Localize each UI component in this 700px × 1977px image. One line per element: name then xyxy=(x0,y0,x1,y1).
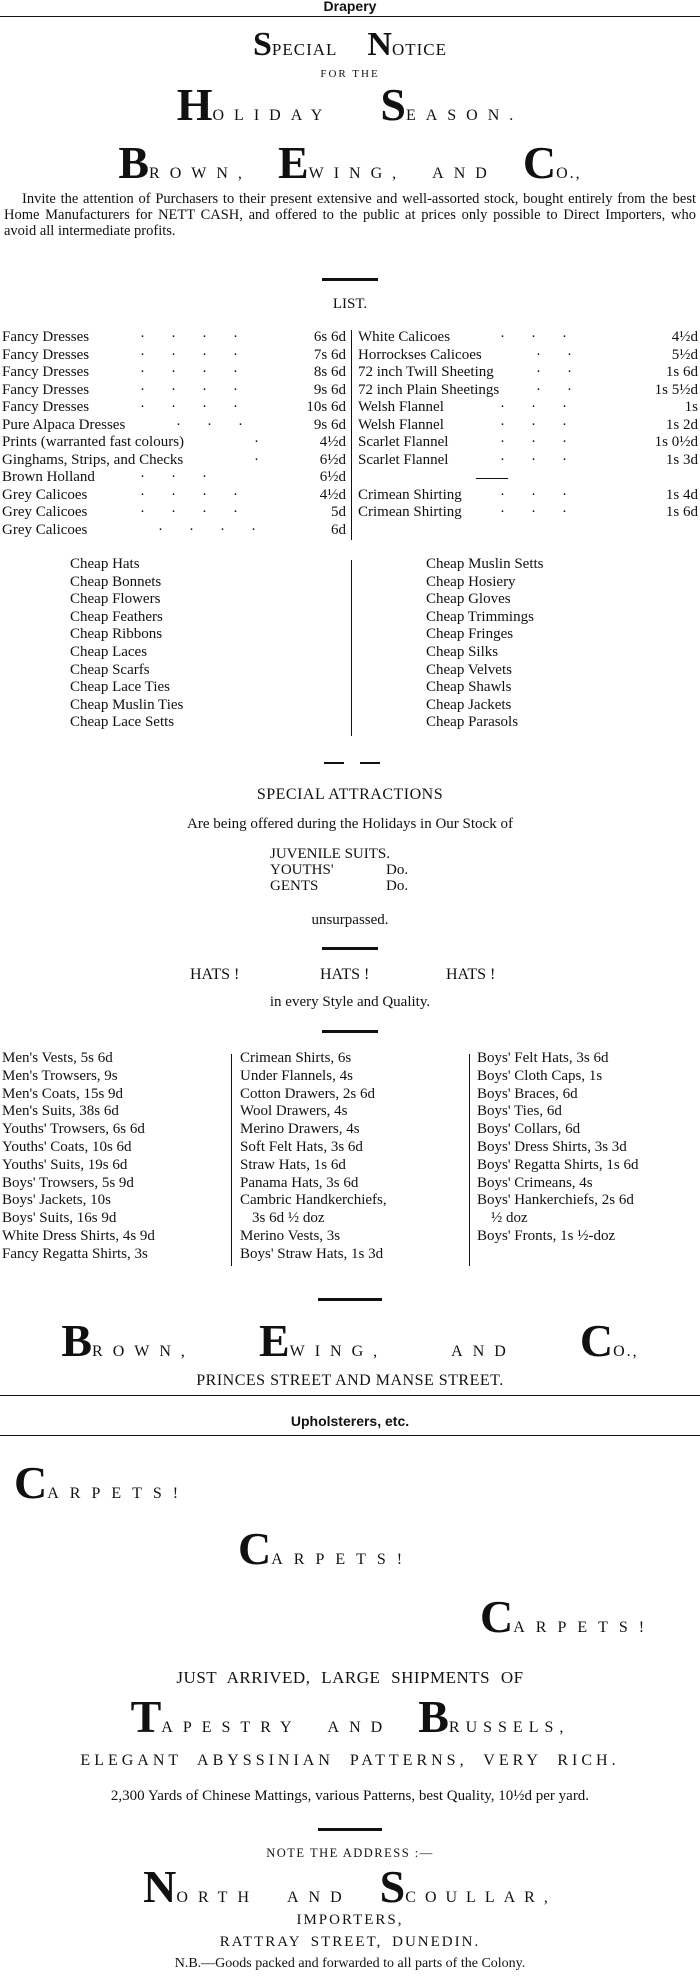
list-item: Cotton Drawers, 2s 6d xyxy=(240,1085,375,1102)
price-value: 4½d xyxy=(319,434,346,450)
list-item: Cheap Ribbons xyxy=(70,626,163,643)
street-line: RATTRAY STREET, DUNEDIN. xyxy=(219,1934,481,1950)
drapery-address: PRINCES STREET AND MANSE STREET. xyxy=(196,1372,504,1389)
for-the-line: FOR THE xyxy=(320,68,380,80)
elegant-patterns-line: ELEGANT ABYSSINIAN PATTERNS, VERY RICH. xyxy=(80,1752,620,1769)
top-rule xyxy=(0,16,700,17)
section-rule xyxy=(0,1435,700,1436)
unsurpassed: unsurpassed. xyxy=(311,912,389,928)
price-item: Ginghams, Strips, and Checks xyxy=(2,451,184,468)
rule-short xyxy=(318,1298,382,1301)
price-value: 8s 6d xyxy=(313,364,346,380)
price-value: 1s 5½d xyxy=(654,381,698,398)
list-item: Boys' Straw Hats, 1s 3d xyxy=(240,1245,384,1262)
col-divider-2 xyxy=(469,1054,470,1266)
leader-dots-left: ···· ···· ···· ···· ···· ··· · · ··· ···· ···· ···· xyxy=(140,329,285,538)
price-item: Crimean Shirting xyxy=(358,486,462,503)
price-value: 9s 6d xyxy=(313,381,346,398)
list-item: Cheap Flowers xyxy=(70,591,161,608)
list-item: Cheap Laces xyxy=(70,643,148,660)
price-value: 1s 0½d xyxy=(654,434,698,450)
list-item: Boys' Fronts, 1s ½-doz xyxy=(477,1227,616,1244)
every-style-line: in every Style and Quality. xyxy=(269,994,431,1010)
price-value: 4½d xyxy=(319,486,346,503)
price-item: Grey Calicoes xyxy=(2,486,88,503)
list-item: Fancy Regatta Shirts, 3s xyxy=(2,1245,148,1262)
importers-line: IMPORTERS, xyxy=(296,1912,404,1928)
list-item: Boys' Braces, 6d xyxy=(477,1085,578,1102)
price-item: 72 inch Plain Sheetings xyxy=(358,381,500,398)
price-value: 7s 6d xyxy=(313,346,346,363)
mattings-line: 2,300 Yards of Chinese Mattings, various Patterns, best Quality, 10½d per yard. xyxy=(110,1788,590,1804)
list-item: Cheap Lace Setts xyxy=(70,714,175,731)
price-value: 1s 2d xyxy=(665,416,698,433)
list-item: Straw Hats, 1s 6d xyxy=(240,1156,346,1173)
list-item: Boys' Jackets, 10s xyxy=(2,1192,111,1209)
price-list-left-prices xyxy=(270,329,346,539)
nb-line: N.B.—Goods packed and forwarded to all parts of the Colony. xyxy=(174,1956,526,1971)
price-item: Prints (warranted fast colours) xyxy=(2,434,185,450)
list-item: Cheap Fringes xyxy=(426,626,514,643)
price-value: 1s 3d xyxy=(665,451,698,468)
price-value: 9s 6d xyxy=(313,416,346,433)
list-item: Boys' Trowsers, 5s 9d xyxy=(2,1174,134,1191)
rule-short xyxy=(318,1828,382,1831)
suits-list xyxy=(270,846,408,894)
price-value: 1s 6d xyxy=(665,364,698,380)
price-value: 6d xyxy=(331,521,346,538)
rule-short xyxy=(322,1030,378,1033)
suits-row: YOUTHS' Do. xyxy=(270,862,409,878)
list-item: Youths' Coats, 10s 6d xyxy=(2,1138,132,1155)
section-rule xyxy=(0,1395,700,1396)
price-item: Welsh Flannel xyxy=(358,416,444,433)
tapestry-brussels-heading: TAPESTRY AND BRUSSELS, xyxy=(130,1691,570,1742)
list-item: Boys' Collars, 6d xyxy=(477,1121,581,1138)
list-item: Men's Suits, 38s 6d xyxy=(2,1103,119,1120)
list-item: Men's Coats, 15s 9d xyxy=(2,1085,124,1102)
price-value: 6s 6d xyxy=(313,329,346,345)
list-item: Youths' Suits, 19s 6d xyxy=(2,1156,128,1173)
section-title-drapery: Drapery xyxy=(323,0,377,14)
list-item: Cambric Handkerchiefs, xyxy=(240,1192,387,1209)
list-item: Cheap Hats xyxy=(70,556,140,572)
price-item: Horrockses Calicoes xyxy=(358,346,482,363)
list-item: Men's Trowsers, 9s xyxy=(2,1067,118,1084)
clothing-col-3 xyxy=(477,1050,638,1246)
newspaper-page: Drapery SPECIAL NOTICE FOR THE HOLIDAY SEASON. BROWN, EWING, AND CO., Invite the attention of Purchasers to their present extensive and well-assorted stock, bought entirely from the best Home Manufacturers for NETT CASH, and offered to the public at prices only possible to Direct Importers, who avoid all intermediate profits. LIST. Fancy Dresses Fancy Dresses Fancy Dresses Fancy Dresses Fancy Dresses Pure Alpaca Dresses Prints (warranted fast colours) Ginghams, Strips, and Checks Brown Holland Grey Calicoes Grey Calicoes Grey Calicoes ···· ···· ···· ···· ···· ··· · · ··· ···· ···· ···· 6s 6d 7s 6d 8s 6d 9s 6d 10s 6d 9s 6d 4½d 6½d 6½d 4½d 5d 6d White Calicoes Horrockses Calicoes 72 inch Twill Sheeting 72 inch Plain Sheetings Welsh Flannel Welsh Flannel Scarlet Flannel Scarlet Flannel Crimean Shirting Crimean Shirting ··· ·· ·· ·· ··· ··· ··· ··· ··· ··· 4½d 5½d 1s 6d 1s 5½d 1s 1s 2d 1s 0½d 1s 3d 1s 4d 1s 6d Cheap Hats Cheap Bonnets Cheap Flowers Cheap Feathers Cheap Ribbons Cheap Laces Cheap Scarfs Cheap Lace Ties Cheap Muslin Ties Cheap Lace Setts Cheap Muslin Setts Cheap Hosiery Cheap Gloves Cheap Trimmings Cheap Fringes Cheap Silks Cheap Velvets Cheap Shawls Cheap Jackets Cheap Parasols SPECIAL ATTRACTIONS Are being offered during the Holidays in Our Stock of JUVENILE SUITS. YOUTHS' Do. GENTS Do. unsurpassed. HATS ! HATS ! HATS ! in every Style and Quality. Men's Vests, 5s 6d Men's Trowsers, 9s Men's Coats, 15s 9d Men's Suits, 38s 6d Youths' Trowsers, 6s 6d Youths' Coats, 10s 6d Youths' Suits, 19s 6d Boys' Trowsers, 5s 9d Boys' Jackets, 10s Boys' Suits, 16s 9d White Dress Shirts, 4s 9d Fancy Regatta Shirts, 3s Crimean Shirts, 6s Under Flannels, 4s Cotton Drawers, 2s 6d Wool Drawers, 4s Merino Drawers, 4s Soft Felt Hats, 3s 6d Straw Hats, 1s 6d Panama Hats, 3s 6d Cambric Handkerchiefs, 3s 6d ½ doz Merino Vests, 3s Boys' Straw Hats, 1s 3d Boys' Felt Hats, 3s 6d Boys' Cloth Caps, 1s Boys' Braces, 6d Boys' Ties, 6d Boys' Collars, 6d Boys' Dress Shirts, 3s 3d Boys' Regatta Shirts, 1s 6d Boys' Crimeans, 4s Boys' Hankerchiefs, 2s 6d ½ doz Boys' Fronts, 1s ½-doz BROWN, EWING, AND CO., PRINCES STREET AND MANSE STREET. Upholsterers, etc. CARPETS! CARPETS! CARPETS! JUST ARRIVED, LARGE SHIPMENTS OF TAPESTRY AND BRUSSELS, ELEGANT ABYSSINIAN PATTERNS, VERY RICH. 2,300 Yards of Chinese Mattings, various Patterns, best Quality, 10½d per yard. NOTE THE ADDRESS :— NORTH AND SCOULLAR, IMPORTERS, RATTRAY STREET, DUNEDIN. N.B.—Goods packed and forwarded to all parts of the Colony. xyxy=(2,0,698,1971)
price-item: Scarlet Flannel xyxy=(358,451,449,468)
cheap-goods-left xyxy=(70,556,183,732)
list-item: Men's Vests, 5s 6d xyxy=(2,1050,113,1066)
dash-rule xyxy=(360,762,380,764)
rule-short xyxy=(322,278,378,281)
list-item: Under Flannels, 4s xyxy=(240,1067,353,1084)
special-attractions-heading: SPECIAL ATTRACTIONS xyxy=(256,786,444,803)
list-item: Cheap Shawls xyxy=(426,679,512,696)
price-value: 5½d xyxy=(671,346,698,363)
firm-heading-brown-ewing: BROWN, EWING, AND CO., xyxy=(118,137,582,188)
price-list-divider xyxy=(351,330,352,540)
list-item: Crimean Shirts, 6s xyxy=(240,1050,352,1066)
dash-rule xyxy=(324,762,344,764)
list-item: Cheap Silks xyxy=(426,643,499,660)
list-item: Merino Vests, 3s xyxy=(240,1227,341,1244)
price-value: 4½d xyxy=(671,329,698,345)
list-item: Boys' Cloth Caps, 1s xyxy=(477,1067,603,1084)
list-item: White Dress Shirts, 4s 9d xyxy=(2,1227,155,1244)
list-item: Cheap Jackets xyxy=(426,696,512,713)
price-value: 10s 6d xyxy=(306,399,346,415)
price-item: 72 inch Twill Sheeting xyxy=(358,364,494,380)
list-item: ½ doz xyxy=(491,1210,528,1227)
carpets-line-3: CARPETS! xyxy=(480,1591,656,1642)
intro-paragraph: Invite the attention of Purchasers to their present extensive and well-assorted stock, bought entirely from the best Home Manufacturers for NETT CASH, and offered to the public at prices only possible to Direct Importers, who avoid all intermediate profits. xyxy=(4,191,696,239)
list-item: Cheap Trimmings xyxy=(426,608,534,625)
col-divider-1 xyxy=(231,1054,232,1266)
list-item: 3s 6d ½ doz xyxy=(252,1210,325,1227)
price-item: Scarlet Flannel xyxy=(358,434,449,450)
list-item: Boys' Dress Shirts, 3s 3d xyxy=(477,1138,627,1155)
suits-row: JUVENILE SUITS. xyxy=(270,846,390,862)
price-item: Fancy Dresses xyxy=(2,381,90,398)
price-item: Fancy Dresses xyxy=(2,346,90,363)
price-item: Pure Alpaca Dresses xyxy=(2,416,126,433)
price-value: 1s 4d xyxy=(665,486,698,503)
price-list-right-prices xyxy=(610,329,698,522)
list-item: Boys' Hankerchiefs, 2s 6d xyxy=(477,1192,634,1209)
price-item: Fancy Dresses xyxy=(2,329,90,345)
price-value: 1s 6d xyxy=(665,504,698,520)
price-item: Crimean Shirting xyxy=(358,504,462,520)
list-item: Cheap Gloves xyxy=(426,591,511,608)
clothing-col-2 xyxy=(240,1050,387,1264)
north-scoullar-heading: NORTH AND SCOULLAR, xyxy=(143,1861,557,1912)
list-item: Cheap Muslin Setts xyxy=(426,556,544,572)
list-item: Cheap Scarfs xyxy=(70,661,150,678)
list-item: Cheap Bonnets xyxy=(70,573,162,590)
cheap-goods-divider xyxy=(351,560,352,736)
note-address: NOTE THE ADDRESS :— xyxy=(266,1846,434,1860)
list-title: LIST. xyxy=(332,296,368,312)
firm-heading-brown-ewing-footer: BROWN, EWING, AND CO., xyxy=(61,1315,639,1366)
price-value: 1s xyxy=(684,399,698,415)
just-arrived-line: JUST ARRIVED, LARGE SHIPMENTS OF xyxy=(176,1668,524,1687)
price-value: 6½d xyxy=(319,451,346,468)
price-value: 5d xyxy=(331,504,346,520)
price-item: Fancy Dresses xyxy=(2,364,90,380)
price-item: White Calicoes xyxy=(358,329,451,345)
price-item: Welsh Flannel xyxy=(358,399,444,415)
list-item: Boys' Crimeans, 4s xyxy=(477,1174,593,1191)
clothing-col-1 xyxy=(2,1050,155,1264)
list-item: Cheap Muslin Ties xyxy=(70,696,184,713)
price-list-right-items xyxy=(358,329,499,522)
list-item: Cheap Parasols xyxy=(426,714,519,731)
special-notice-heading: SPECIAL NOTICE xyxy=(252,26,448,63)
list-item: Soft Felt Hats, 3s 6d xyxy=(240,1138,363,1155)
price-item: Fancy Dresses xyxy=(2,399,90,415)
price-item: Grey Calicoes xyxy=(2,521,88,538)
list-item: Boys' Felt Hats, 3s 6d xyxy=(477,1050,609,1066)
list-item: Cheap Hosiery xyxy=(426,573,516,590)
list-item: Panama Hats, 3s 6d xyxy=(240,1174,359,1191)
list-item: Youths' Trowsers, 6s 6d xyxy=(2,1121,145,1138)
carpets-line-2: CARPETS! xyxy=(238,1523,414,1574)
list-item: Cheap Velvets xyxy=(426,661,512,678)
list-item: Cheap Feathers xyxy=(70,608,163,625)
suits-row: GENTS Do. xyxy=(270,878,409,894)
list-item: Boys' Regatta Shirts, 1s 6d xyxy=(477,1156,639,1173)
price-item: Brown Holland xyxy=(2,469,95,485)
list-item: Wool Drawers, 4s xyxy=(240,1103,348,1120)
holiday-season-heading: HOLIDAY SEASON. xyxy=(176,79,524,130)
list-item: Cheap Lace Ties xyxy=(70,679,170,696)
list-item: Boys' Ties, 6d xyxy=(477,1103,562,1120)
section-title-upholsterers: Upholsterers, etc. xyxy=(290,1413,410,1429)
rule-short xyxy=(322,947,378,950)
carpets-line-1: CARPETS! xyxy=(14,1457,190,1508)
list-item: Boys' Suits, 16s 9d xyxy=(2,1210,117,1227)
cheap-goods-right xyxy=(426,556,544,732)
offered-line: Are being offered during the Holidays in Our Stock of xyxy=(187,816,513,832)
leader-dots-right: ··· ·· ·· ·· ··· ··· ··· ··· ··· ··· xyxy=(500,329,598,520)
price-value: 6½d xyxy=(319,469,346,485)
price-item: Grey Calicoes xyxy=(2,504,88,520)
list-item: Merino Drawers, 4s xyxy=(240,1121,360,1138)
